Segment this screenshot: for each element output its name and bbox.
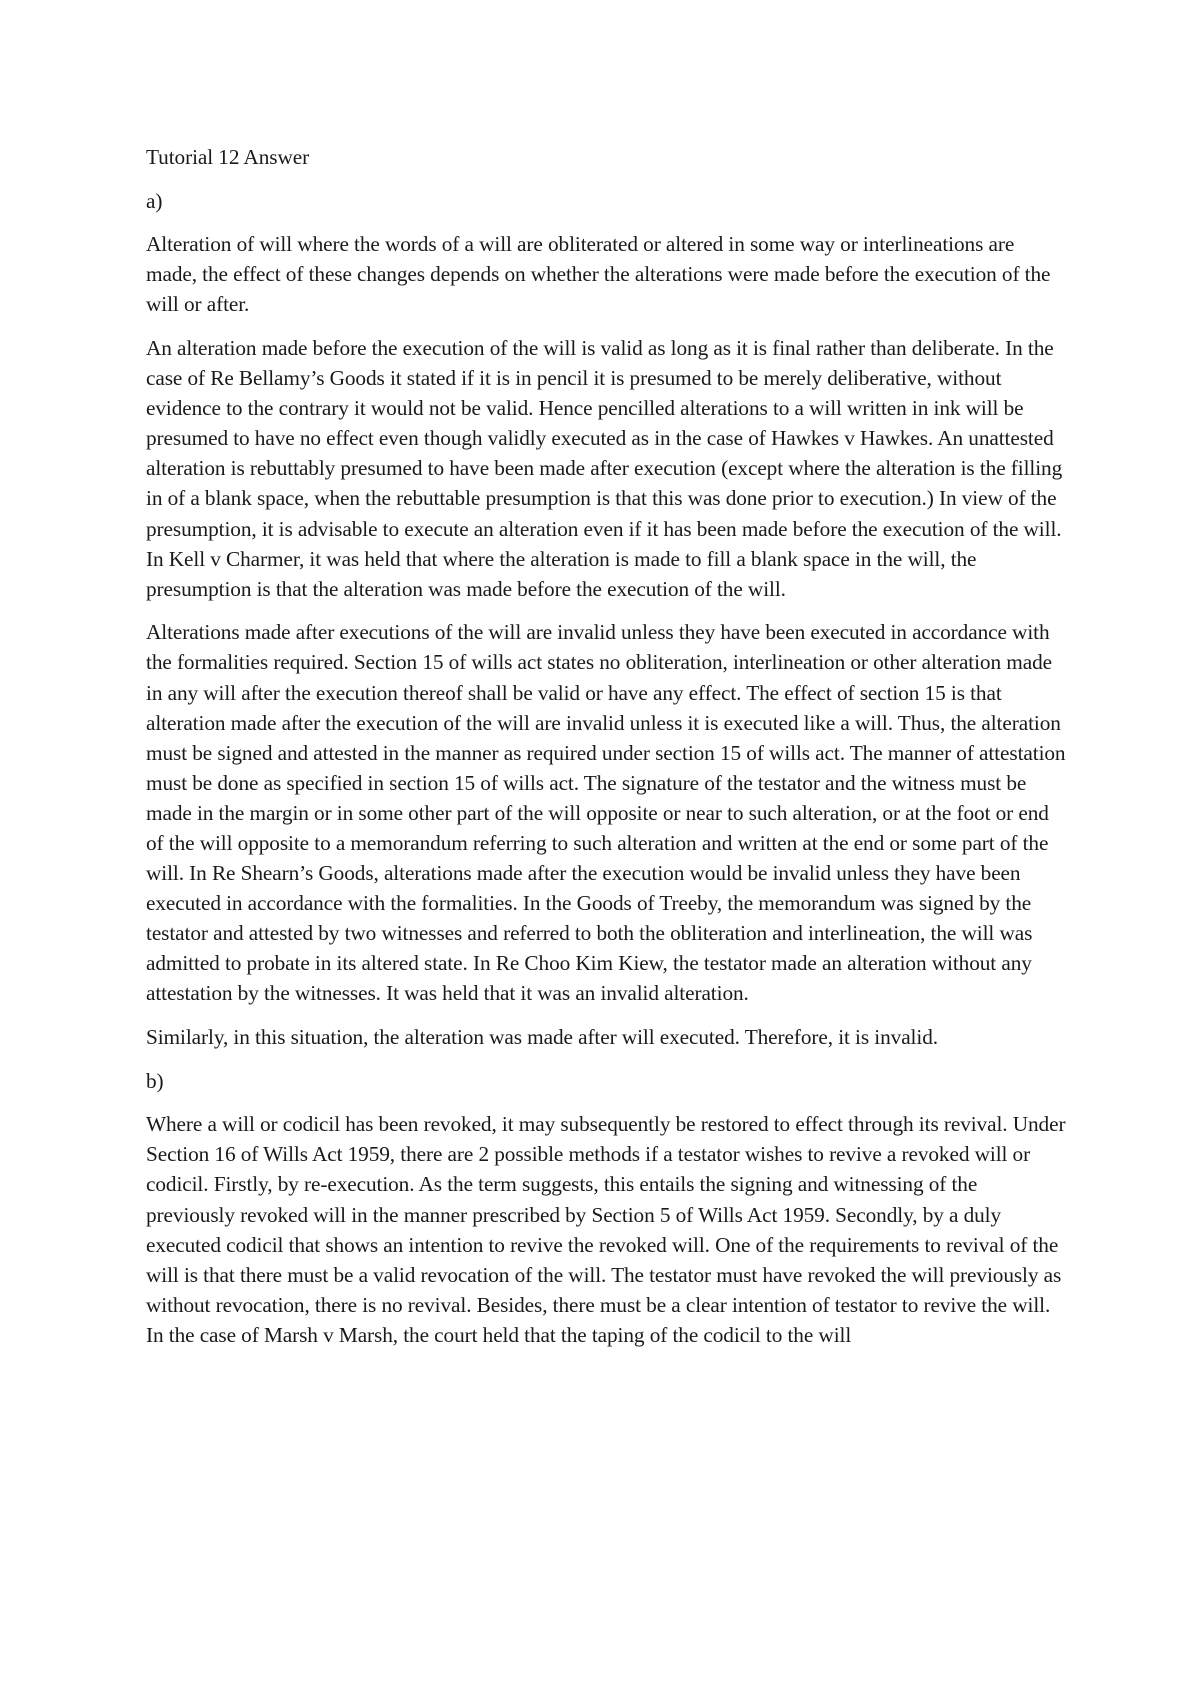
paragraph-conclusion-a: Similarly, in this situation, the alteration was made after will executed. Therefore, it is invalid. bbox=[146, 1025, 938, 1050]
part-a-label: a) bbox=[146, 188, 163, 213]
paragraph-alteration-intro: Alteration of will where the words of a will are obliterated or altered in some way or interlineations are made, the effect of these changes depends on whether the alterations were made before the execution of the will or after. bbox=[146, 232, 1051, 317]
paragraph-revival: Where a will or codicil has been revoked, it may subsequently be restored to effect through its revival. Under Section 16 of Wills Act 1959, there are 2 possible methods if a testator wishes to revive a revoked will or codicil. Firstly, by re-execution. As the term suggests, this entails the signing and witnessing of the previously revoked will in the manner prescribed by Section 5 of Wills Act 1959. Secondly, by a duly executed codicil that shows an intention to revive the revoked will. One of the requirements to revival of the will is that there must be a valid revocation of the will. The testator must have revoked the will previously as without revocation, there is no revival. Besides, there must be a clear intention of testator to revive the will. In the case of Marsh v Marsh, the court held that the taping of the codicil to the will bbox=[146, 1112, 1066, 1347]
paragraph-before-execution: An alteration made before the execution of the will is valid as long as it is final rather than deliberate. In the case of Re Bellamy’s Goods it stated if it is in pencil it is presumed to be merely deliberative, without evidence to the contrary it would not be valid. Hence pencilled alterations to a will written in ink will be presumed to have no effect even though validly executed as in the case of Hawkes v Hawkes. An unattested alteration is rebuttably presumed to have been made after execution (except where the alteration is the filling in of a blank space, when the rebuttable presumption is that this was done prior to execution.) In view of the presumption, it is advisable to execute an alteration even if it has been made before the execution of the will. In Kell v Charmer, it was held that where the alteration is made to fill a blank space in the will, the presumption is that the alteration was made before the execution of the will. bbox=[146, 335, 1063, 601]
paragraph-after-execution: Alterations made after executions of the will are invalid unless they have been executed in accordance with the formalities required. Section 15 of wills act states no obliteration, interlineation or other alteration made in any will after the execution thereof shall be valid or have any effect. The effect of section 15 is that alteration made after the execution of the will are invalid unless it is executed like a will. Thus, the alteration must be signed and attested in the manner as required under section 15 of wills act. The manner of attestation must be done as specified in section 15 of wills act. The signature of the testator and the witness must be made in the margin or in some other part of the will opposite or near to such alteration, or at the foot or end of the will opposite to a memorandum referring to such alteration and written at the end or some part of the will. In Re Shearn’s Goods, alterations made after the execution would be invalid unless they have been executed in accordance with the formalities. In the Goods of Treeby, the memorandum was signed by the testator and attested by two witnesses and referred to both the obliteration and interlineation, the will was admitted to probate in its altered state. In Re Choo Kim Kiew, the testator made an alteration without any attestation by the witnesses. It was held that it was an invalid alteration. bbox=[146, 620, 1066, 1006]
document-page bbox=[146, 142, 1066, 1363]
part-b-label: b) bbox=[146, 1068, 164, 1093]
document-title: Tutorial 12 Answer bbox=[146, 145, 310, 169]
